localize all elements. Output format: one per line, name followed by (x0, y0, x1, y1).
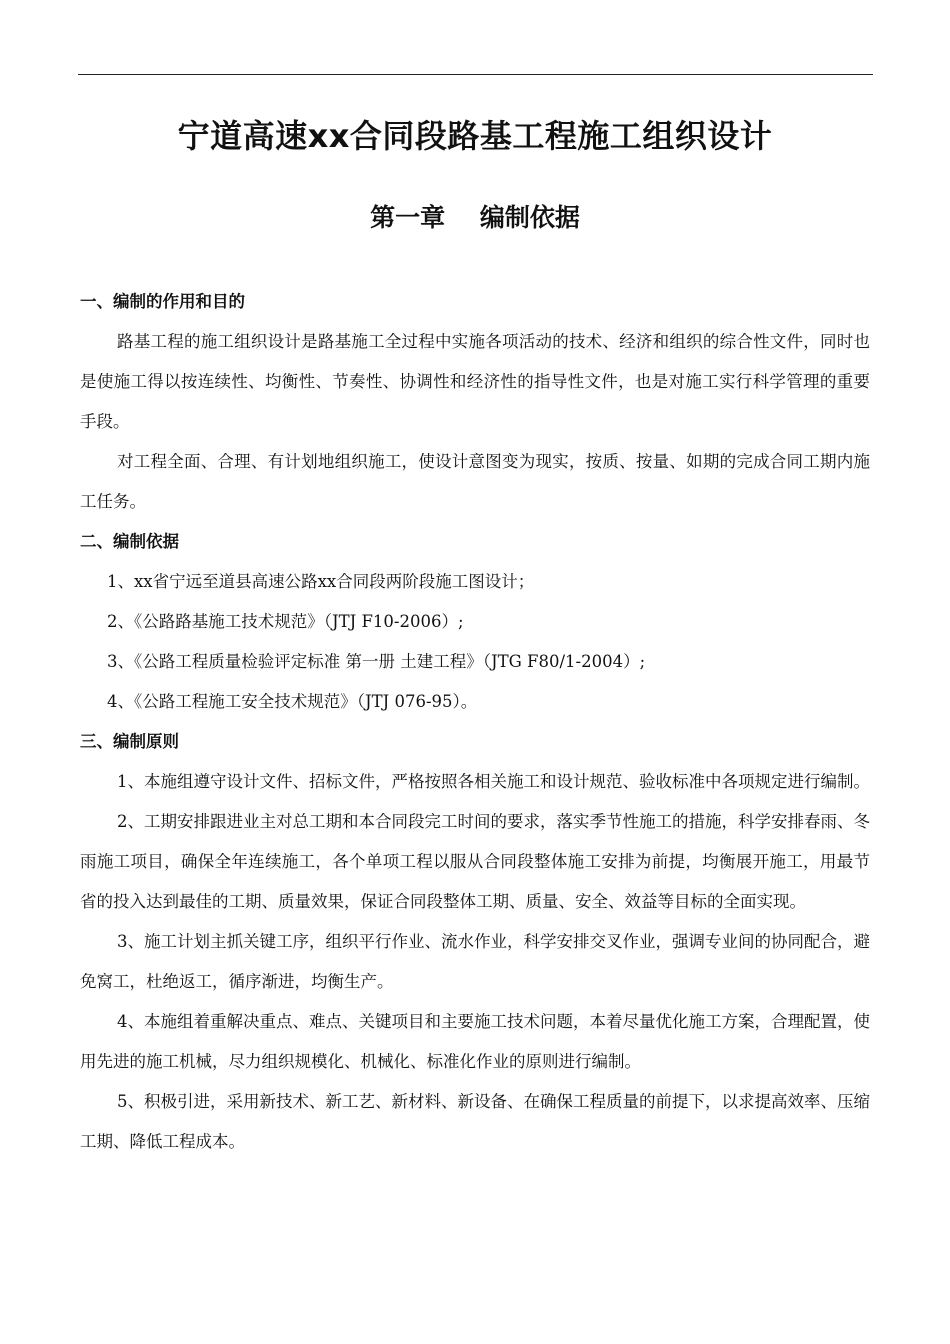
section-heading: 二、编制依据 (80, 532, 179, 551)
section-heading: 三、编制原则 (80, 732, 179, 751)
principle-paragraph: 4、本施组着重解决重点、难点、关键项目和主要施工技术问题，本着尽量优化施工方案，合理配置，使用先进的施工机械，尽力组织规模化、机械化、标准化作业的原则进行编制。 (80, 1012, 870, 1071)
reference-item: 4、《公路工程施工安全技术规范》（JTJ 076-95）。 (107, 692, 478, 711)
principle-paragraph: 5、积极引进，采用新技术、新工艺、新材料、新设备、在确保工程质量的前提下，以求提高效率、压缩工期、降低工程成本。 (80, 1092, 870, 1151)
reference-item: 1、xx省宁远至道县高速公路xx合同段两阶段施工图设计； (107, 572, 535, 591)
chapter-title: 第一章 编制依据 (370, 203, 580, 232)
paragraph: 对工程全面、合理、有计划地组织施工，使设计意图变为现实，按质、按量、如期的完成合同工期内施工任务。 (80, 452, 870, 511)
paragraph: 路基工程的施工组织设计是路基施工全过程中实施各项活动的技术、经济和组织的综合性文件，同时也是使施工得以按连续性、均衡性、节奏性、协调性和经济性的指导性文件，也是对施工实行科学管理的重要手段。 (80, 332, 870, 431)
section-heading: 一、编制的作用和目的 (80, 292, 245, 311)
reference-item: 2、《公路路基施工技术规范》（JTJ F10-2006）; (107, 612, 464, 631)
principle-paragraph: 2、工期安排跟进业主对总工期和本合同段完工时间的要求，落实季节性施工的措施，科学安排春雨、冬雨施工项目，确保全年连续施工，各个单项工程以服从合同段整体施工安排为前提，均衡展开施工，用最节省的投入达到最佳的工期、质量效果，保证合同段整体工期、质量、安全、效益等目标的全面实现。 (80, 812, 870, 911)
document-body (80, 282, 870, 1162)
header-rule (78, 74, 873, 75)
principle-paragraph: 3、施工计划主抓关键工序，组织平行作业、流水作业，科学安排交叉作业，强调专业间的协同配合，避免窝工，杜绝返工，循序渐进，均衡生产。 (80, 932, 870, 991)
document-title: 宁道高速xx合同段路基工程施工组织设计 (177, 117, 773, 155)
reference-item: 3、《公路工程质量检验评定标准 第一册 土建工程》（JTG F80/1-2004）; (107, 652, 646, 671)
principle-paragraph: 1、本施组遵守设计文件、招标文件，严格按照各相关施工和设计规范、验收标准中各项规定进行编制。 (117, 772, 870, 791)
